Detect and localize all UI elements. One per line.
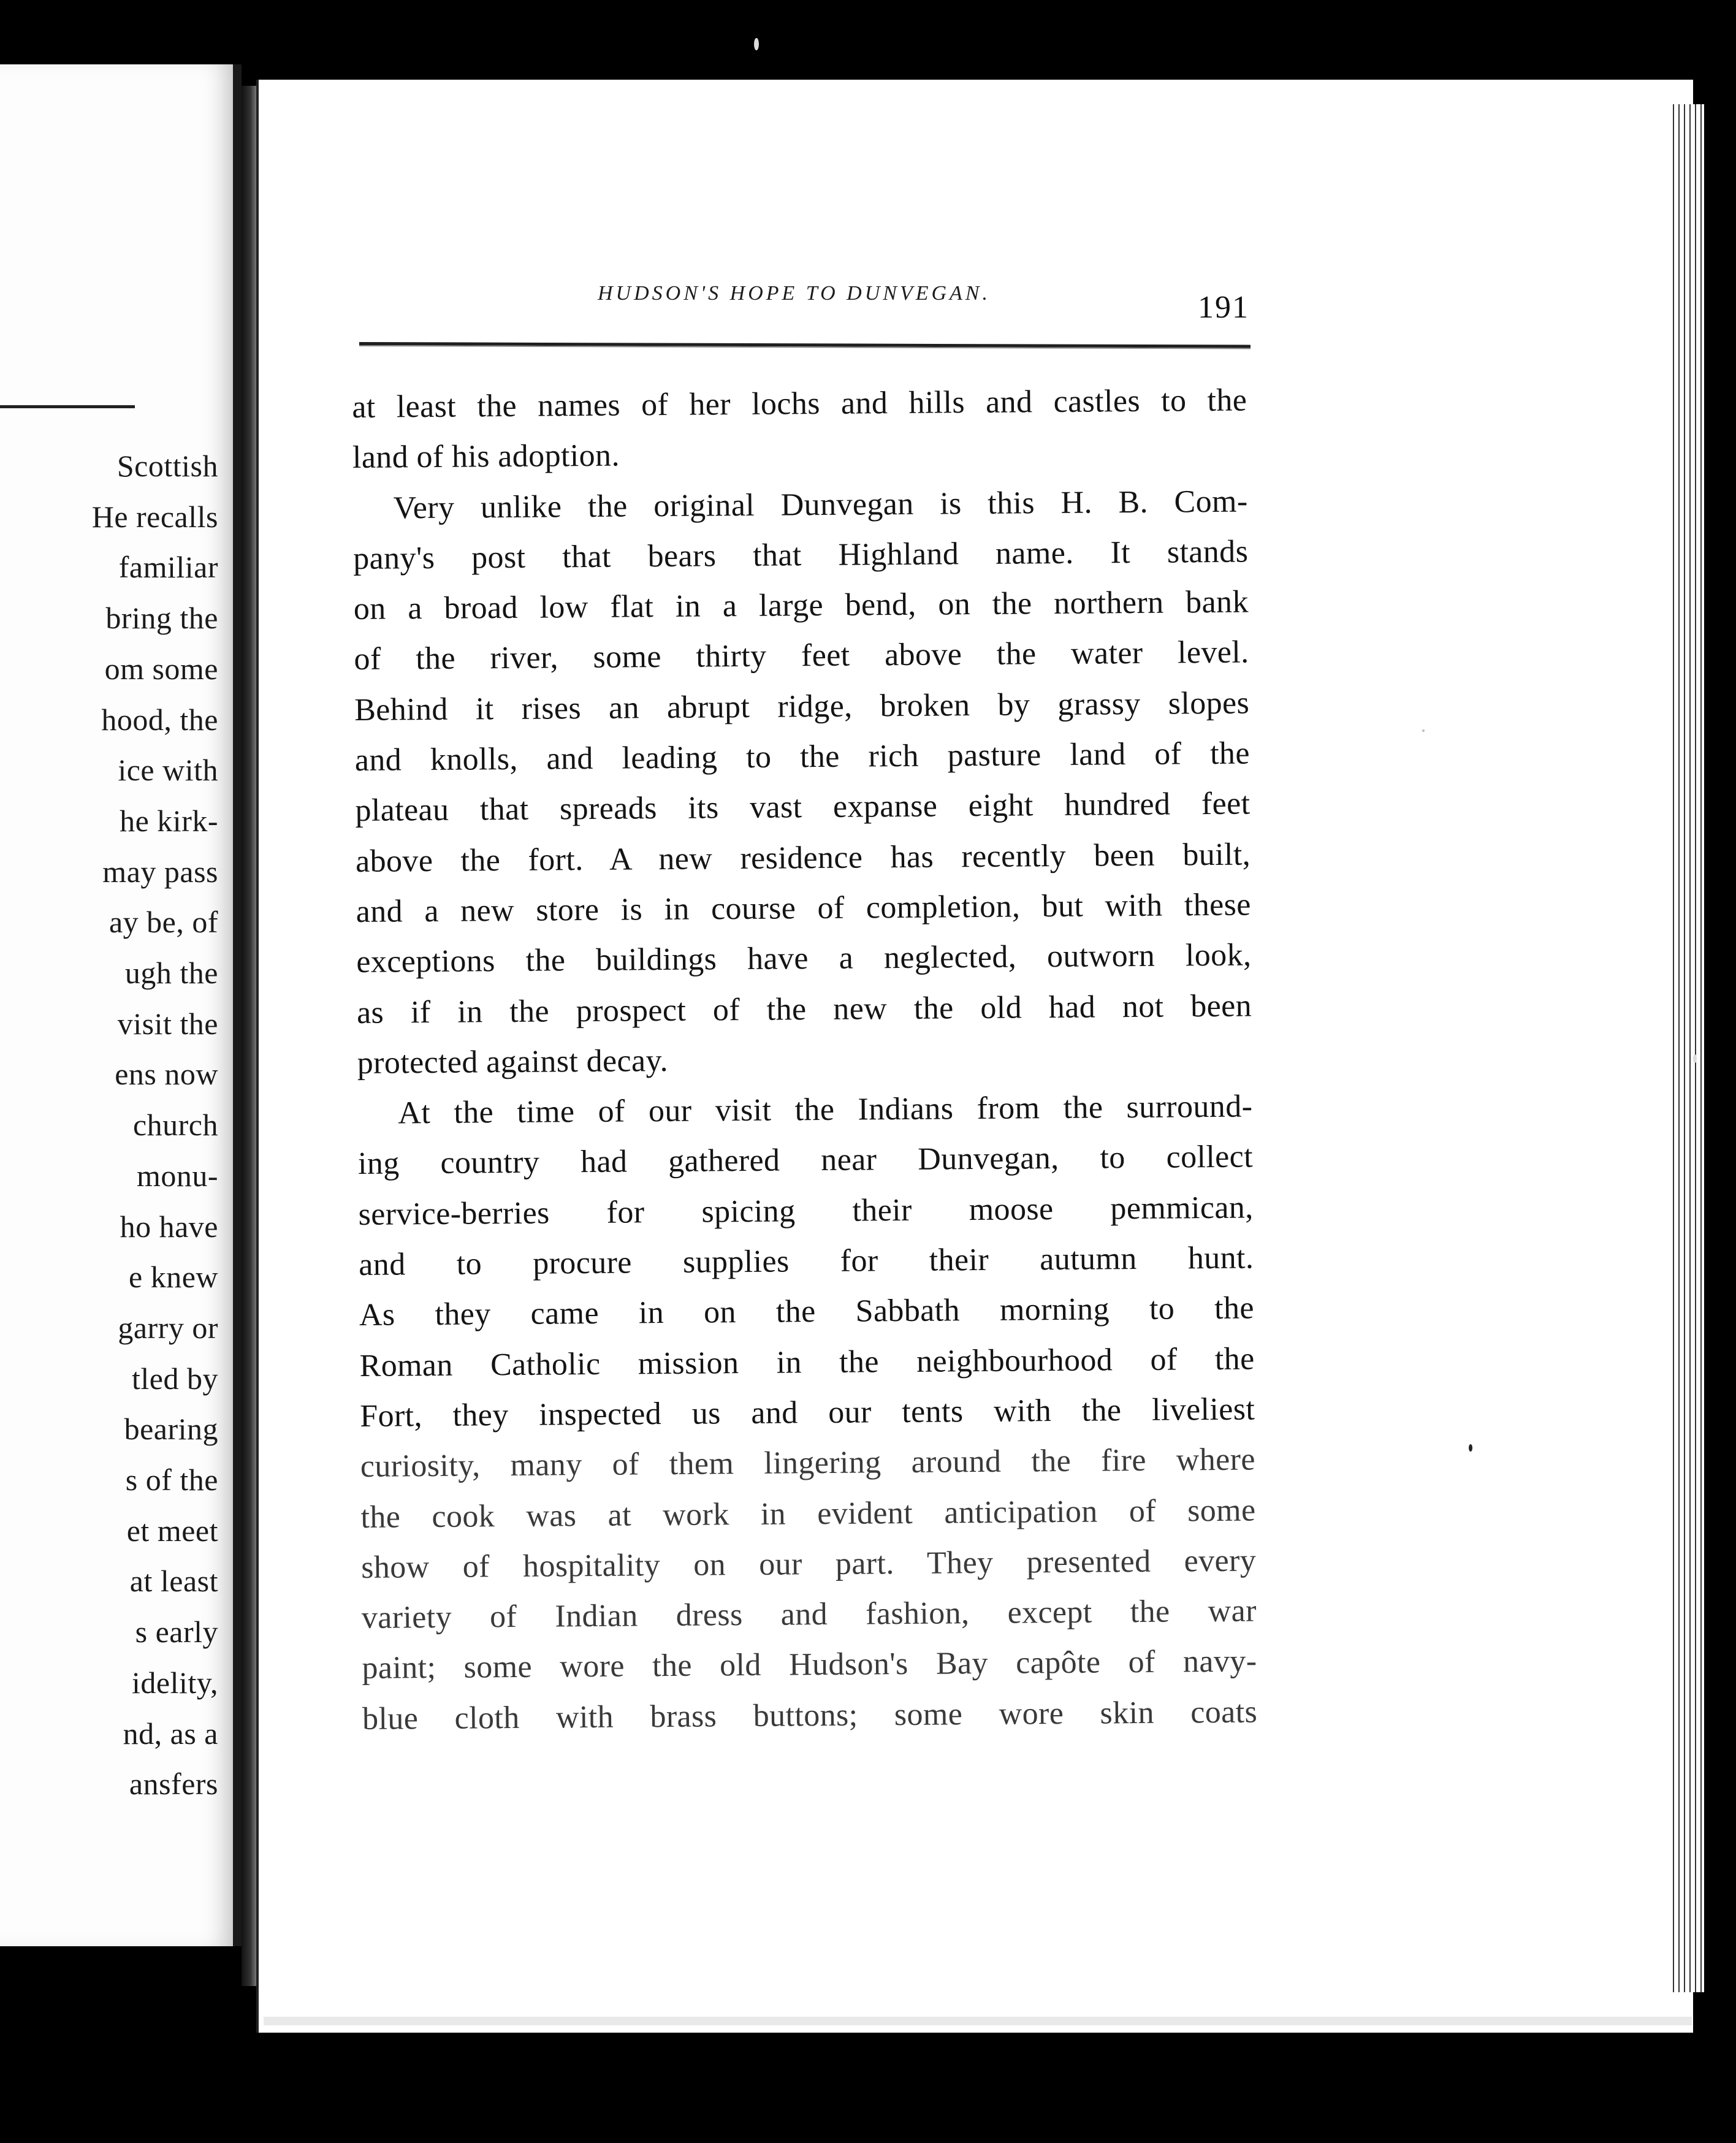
text-line: of the river, some thirty feet above the water level. bbox=[354, 635, 1249, 677]
text-line: As they came in on the Sabbath morning to the bbox=[359, 1290, 1255, 1333]
text-line: paint; some wore the old Hudson's Bay capôte of navy- bbox=[362, 1643, 1257, 1686]
text-line: and a new store is in course of completion, but with these bbox=[356, 887, 1251, 929]
text-line: Fort, they inspected us and our tents with the liveliest bbox=[360, 1391, 1255, 1434]
text-line: and to procure supplies for their autumn hunt. bbox=[359, 1240, 1254, 1283]
left-page-text bbox=[0, 441, 218, 1810]
left-text-line: church bbox=[132, 1108, 218, 1143]
text-line: show of hospitality on our part. They presented every bbox=[360, 1543, 1257, 1585]
text-line: and knolls, and leading to the rich pasture land of the bbox=[354, 736, 1251, 778]
page-bottom-edge bbox=[264, 2017, 1692, 2025]
page-edges bbox=[1669, 104, 1704, 1992]
body-text bbox=[352, 376, 1257, 1745]
book-gutter bbox=[242, 86, 256, 1986]
scan-speck bbox=[754, 38, 759, 50]
text-line: exceptions the buildings have a neglected, outworn look, bbox=[356, 937, 1252, 980]
left-text-line: he kirk- bbox=[120, 803, 218, 838]
text-line: on a broad low flat in a large bend, on the northern bank bbox=[353, 584, 1249, 627]
text-line: plateau that spreads its vast expanse eight hundred feet bbox=[355, 786, 1251, 829]
left-facing-page bbox=[0, 64, 242, 1946]
left-text-line: ay be, of bbox=[108, 905, 218, 940]
page-number: 191 bbox=[1198, 290, 1249, 325]
text-line: above the fort. A new residence has recently been built, bbox=[355, 837, 1251, 879]
left-text-line: garry or bbox=[118, 1310, 218, 1345]
left-text-line: et meet bbox=[126, 1513, 218, 1548]
left-text-line: bearing bbox=[124, 1412, 218, 1447]
left-text-line: s of the bbox=[125, 1463, 218, 1498]
text-line: Behind it rises an abrupt ridge, broken by grassy slopes bbox=[354, 685, 1250, 728]
scan-speck bbox=[1469, 1444, 1472, 1452]
left-text-line: at least bbox=[129, 1564, 218, 1599]
left-page-head-rule bbox=[0, 405, 135, 408]
left-text-line: He recalls bbox=[91, 499, 218, 534]
left-text-line: visit the bbox=[117, 1006, 218, 1041]
left-text-line: idelity, bbox=[131, 1665, 218, 1700]
left-text-line: may pass bbox=[102, 854, 218, 889]
text-line: land of his adoption. bbox=[352, 438, 620, 476]
paragraph-first-line: Very unlike the original Dunvegan is this H. B. Com- bbox=[393, 484, 1248, 526]
text-line: blue cloth with brass buttons; some wore skin coats bbox=[362, 1694, 1258, 1737]
left-text-line: ansfers bbox=[129, 1767, 218, 1802]
scan-speck bbox=[1422, 729, 1425, 732]
left-text-line: tled by bbox=[132, 1361, 218, 1396]
left-text-line: s early bbox=[135, 1615, 218, 1650]
text-line: the cook was at work in evident anticipation of some bbox=[360, 1493, 1256, 1535]
left-text-line: ugh the bbox=[124, 956, 218, 991]
left-text-line: bring the bbox=[105, 601, 218, 636]
scan-speck bbox=[1693, 1054, 1697, 1063]
text-line: service-berries for spicing their moose pemmican, bbox=[358, 1190, 1254, 1232]
left-text-line: familiar bbox=[118, 550, 218, 585]
text-line: at least the names of her lochs and hills and castles to the bbox=[352, 383, 1247, 425]
left-text-line: om some bbox=[104, 651, 218, 686]
text-line: pany's post that bears that Highland name. It stands bbox=[353, 534, 1249, 576]
text-line: variety of Indian dress and fashion, except the war bbox=[361, 1593, 1257, 1636]
left-text-line: e knew bbox=[129, 1260, 218, 1295]
left-text-line: hood, the bbox=[101, 702, 218, 737]
paragraph-first-line: At the time of our visit the Indians from the surround- bbox=[398, 1089, 1253, 1131]
running-head: HUDSON'S HOPE TO DUNVEGAN. bbox=[598, 282, 991, 305]
left-text-line: monu- bbox=[136, 1158, 218, 1193]
text-line: protected against decay. bbox=[357, 1043, 669, 1081]
left-text-line: Scottish bbox=[116, 449, 218, 483]
text-line: curiosity, many of them lingering around the fire where bbox=[360, 1442, 1256, 1485]
left-text-line: ens now bbox=[115, 1057, 218, 1092]
left-text-line: ho have bbox=[120, 1209, 218, 1244]
text-line: as if in the prospect of the new the old had not been bbox=[356, 988, 1252, 1030]
left-text-line: ice with bbox=[118, 753, 218, 788]
text-line: ing country had gathered near Dunvegan, to collect bbox=[357, 1139, 1254, 1182]
text-line: Roman Catholic mission in the neighbourhood of the bbox=[359, 1341, 1255, 1384]
left-text-line: nd, as a bbox=[123, 1716, 218, 1751]
